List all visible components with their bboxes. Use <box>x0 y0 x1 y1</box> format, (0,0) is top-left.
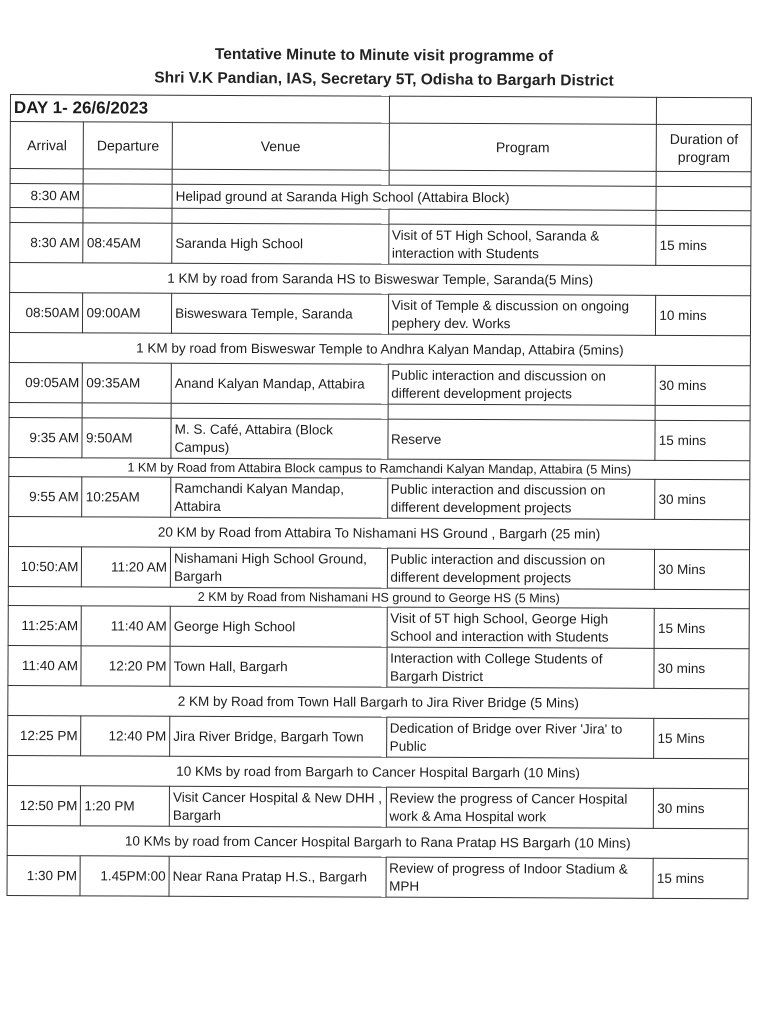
header-program: Program <box>389 123 657 171</box>
duration: 15 Mins <box>654 718 749 758</box>
venue: Near Rana Pratap H.S., Bargarh <box>169 856 386 897</box>
schedule-row <box>8 715 749 758</box>
title-line-1: Tentative Minute to Minute visit programme of <box>214 45 554 66</box>
duration: 15 mins <box>656 225 751 265</box>
travel-note: 1 KM by road from Bisweswar Temple to Andhra Kalyan Mandap, Attabira (5mins) <box>9 332 750 365</box>
departure-time: 12:40 PM <box>81 716 170 756</box>
schedule-row <box>10 223 751 266</box>
arrival-time: 11:25:AM <box>8 605 82 645</box>
spacer-cell <box>656 171 751 186</box>
duration: 15 mins <box>655 420 750 460</box>
arrival-time: 08:50AM <box>9 293 83 333</box>
arrival-time: 12:25 PM <box>8 715 82 755</box>
travel-note: 1 KM by Road from Attabira Block campus to Ramchandi Kalyan Mandap, Attabira (5 Mins) <box>9 457 750 479</box>
spacer-cell <box>83 403 172 418</box>
travel-row <box>9 516 750 549</box>
spacer-cell <box>83 208 172 223</box>
arrival-row <box>10 184 751 211</box>
venue: Saranda High School <box>172 223 389 264</box>
venue: Ramchandi Kalyan Mandap, Attabira <box>171 477 388 518</box>
venue: Nishamani High School Ground, Bargarh <box>170 547 387 588</box>
venue: Anand Kalyan Mandap, Attabira <box>171 363 388 404</box>
schedule-row <box>9 417 750 460</box>
program: Dedication of Bridge over River 'Jira' to Public <box>386 717 654 758</box>
day-row <box>10 95 751 125</box>
spacer-cell <box>10 169 84 184</box>
travel-row <box>9 332 750 365</box>
departure-time: 1.45PM:00 <box>80 856 169 896</box>
program: Public interaction and discussion on different development projects <box>387 548 655 589</box>
day-row-empty <box>657 97 752 124</box>
travel-note: 10 KMs by road from Bargarh to Cancer Hospital Bargarh (10 Mins) <box>7 755 748 788</box>
departure-time: 09:00AM <box>83 293 172 333</box>
schedule-row <box>7 785 748 828</box>
departure-time: 9:50AM <box>82 418 171 458</box>
venue: M. S. Café, Attabira (Block Campus) <box>171 418 388 459</box>
duration: 30 mins <box>655 365 750 405</box>
venue: Jira River Bridge, Bargarh Town <box>170 716 387 757</box>
departure-time: 11:40 AM <box>82 606 171 646</box>
departure-time: 11:20 AM <box>82 547 171 587</box>
header-duration: Duration of program <box>656 124 751 171</box>
schedule-row <box>8 546 749 589</box>
program: Public interaction and discussion on different development projects <box>388 364 656 405</box>
travel-note: 1 KM by road from Saranda HS to Bisweswar Temple, Saranda(5 Mins) <box>10 263 751 296</box>
travel-note: 20 KM by Road from Attabira To Nishamani HS Ground , Bargarh (25 min) <box>9 516 750 549</box>
duration <box>656 186 751 210</box>
travel-row <box>7 755 748 788</box>
program: Interaction with College Students of Bargarh District <box>386 647 654 688</box>
spacer-cell <box>171 403 388 419</box>
column-header-row <box>10 122 751 172</box>
spacer-cell <box>388 209 656 225</box>
schedule-row <box>9 293 750 336</box>
schedule-row <box>7 855 748 898</box>
program: Visit of 5T High School, Saranda & interaction with Students <box>388 224 656 265</box>
arrival-time: 9:35 AM <box>9 417 83 457</box>
program: Visit of 5T high School, George High School and interaction with Students <box>387 607 655 648</box>
departure-time: 08:45AM <box>83 223 172 263</box>
header-arrival: Arrival <box>10 122 84 169</box>
day-label: DAY 1- 26/6/2023 <box>10 95 389 124</box>
schedule-row <box>8 645 749 688</box>
departure-time: 1:20 PM <box>81 786 170 826</box>
duration: 30 Mins <box>655 549 750 589</box>
schedule-sheet <box>7 94 752 899</box>
travel-note: 2 KM by Road from Nishamani HS ground to George HS (5 Mins) <box>8 586 749 608</box>
travel-row <box>8 685 749 718</box>
arrival-time: 1:30 PM <box>7 855 81 895</box>
duration: 30 mins <box>654 648 749 688</box>
departure-time: 12:20 PM <box>81 646 170 686</box>
day-row-empty <box>389 96 657 124</box>
schedule-table <box>7 94 752 899</box>
venue: Bisweswara Temple, Saranda <box>172 293 389 334</box>
program: Visit of Temple & discussion on ongoing pephery dev. Works <box>388 294 656 335</box>
duration: 15 Mins <box>654 608 749 648</box>
departure-time <box>83 184 172 208</box>
program: Public interaction and discussion on different development projects <box>387 478 655 519</box>
duration: 30 mins <box>654 788 749 828</box>
arrival-time: 11:40 AM <box>8 645 82 685</box>
travel-row <box>7 825 748 858</box>
departure-time: 10:25AM <box>82 477 171 517</box>
schedule-row <box>9 362 750 405</box>
spacer-cell <box>655 405 750 420</box>
duration: 30 mins <box>655 479 750 519</box>
travel-note: 2 KM by Road from Town Hall Bargarh to Jira River Bridge (5 Mins) <box>8 685 749 718</box>
title-line-2: Shri V.K Pandian, IAS, Secretary 5T, Odisha to Bargarh District <box>154 69 614 90</box>
spacer-cell <box>388 404 656 420</box>
venue: Town Hall, Bargarh <box>170 646 387 687</box>
header-venue: Venue <box>172 122 389 170</box>
arrival-time: 09:05AM <box>9 362 83 402</box>
travel-note: 10 KMs by road from Cancer Hospital Bargarh to Rana Pratap HS Bargarh (10 Mins) <box>7 825 748 858</box>
arrival-time: 12:50 PM <box>7 785 81 825</box>
spacer-cell <box>9 402 83 417</box>
schedule-row <box>8 605 749 648</box>
spacer-cell <box>84 169 173 184</box>
spacer-cell <box>172 169 389 185</box>
duration: 10 mins <box>656 295 751 335</box>
venue: Helipad ground at Saranda High School (Attabira Block) <box>172 184 656 210</box>
arrival-time: 8:30 AM <box>10 223 84 263</box>
duration: 15 mins <box>653 858 748 898</box>
venue: George High School <box>170 606 387 647</box>
arrival-time: 9:55 AM <box>9 476 83 516</box>
spacer-cell <box>10 208 84 223</box>
spacer-cell <box>172 208 389 224</box>
arrival-time: 8:30 AM <box>10 184 84 208</box>
spacer-cell <box>656 210 751 225</box>
departure-time: 09:35AM <box>83 363 172 403</box>
travel-row <box>10 263 751 296</box>
program: Review of progress of Indoor Stadium & MPH <box>386 857 654 898</box>
document-header <box>0 44 768 92</box>
program: Review the progress of Cancer Hospital work & Ama Hospital work <box>386 787 654 828</box>
spacer-cell <box>389 170 657 186</box>
header-departure: Departure <box>84 122 173 169</box>
venue: Visit Cancer Hospital & New DHH , Bargarh <box>169 786 386 827</box>
arrival-time: 10:50:AM <box>8 546 82 586</box>
program: Reserve <box>387 419 655 460</box>
schedule-row <box>9 476 750 519</box>
